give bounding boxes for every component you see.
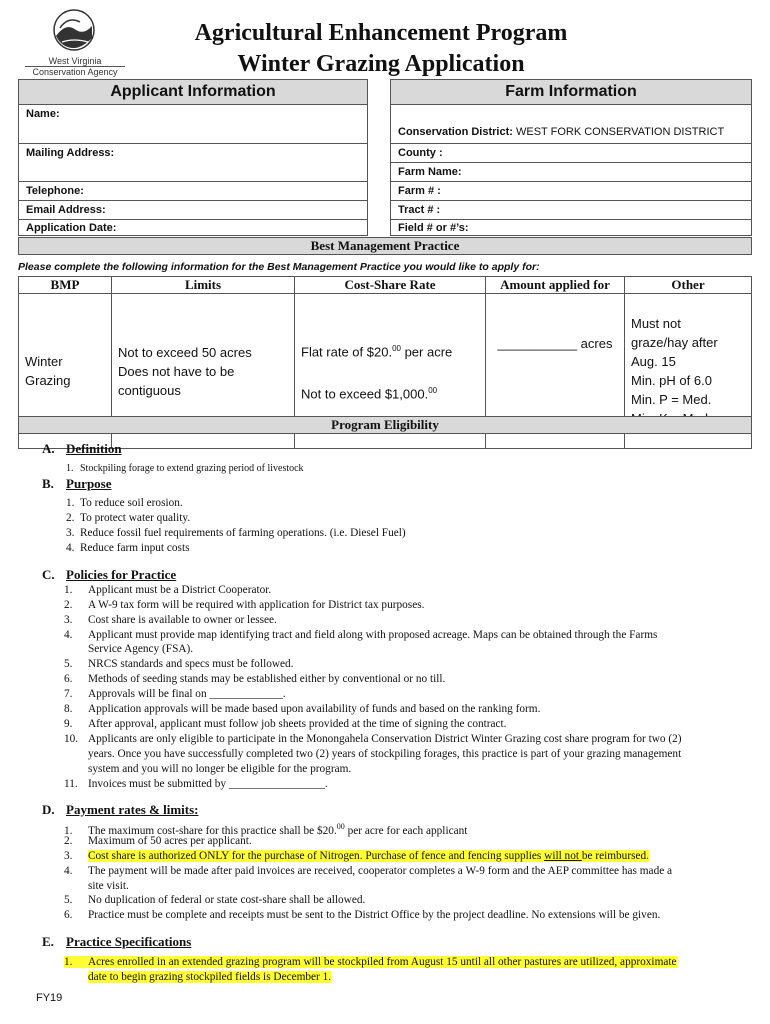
list-item-continuation: Service Agency (FSA). [88, 643, 194, 655]
applicant-info-header: Applicant Information [18, 79, 368, 105]
section-a-heading [42, 441, 122, 457]
list-item-continuation: system and you will no longer be eligible for the program. [88, 763, 352, 775]
col-other: Other [625, 277, 752, 294]
agency-name-line2: Conservation Agency [25, 66, 125, 78]
other-line: graze/hay after [631, 335, 718, 350]
section-title: Payment rates & limits: [66, 802, 199, 817]
email-field[interactable] [19, 200, 367, 219]
email-label: Email Address: [26, 204, 106, 216]
other-line: Must not [631, 316, 681, 331]
col-bmp: BMP [19, 277, 112, 294]
section-title: Purpose [66, 476, 112, 491]
section-e-heading [42, 934, 191, 950]
rate-flat-cents: 00 [392, 344, 401, 354]
list-item: 4. Reduce farm input costs [66, 542, 190, 554]
list-item: 6. Practice must be complete and receipts must be sent to the District Office by the project deadline. No extensions will be given. [64, 909, 661, 921]
other-line: Min. pH of 6.0 [631, 373, 712, 388]
list-item: 7. Approvals will be final on _____________. [64, 688, 286, 700]
list-item-continuation: years. Once you have successfully completed two (2) years of stockpiling forages, this practice is part of your grazing management [88, 748, 682, 760]
limits-line: Does not have to be [118, 363, 235, 379]
list-item: 1. Stockpiling forage to extend grazing period of livestock [66, 463, 304, 474]
telephone-label: Telephone: [26, 185, 84, 197]
name-field[interactable] [19, 105, 367, 143]
rate-flat-unit: per acre [400, 344, 453, 360]
other-line: Aug. 15 [631, 354, 676, 369]
list-item-highlighted: 1. Acres enrolled in an extended grazing program will be stockpiled from August 15 until all other pastures are utilized, approximate [64, 956, 677, 968]
col-cost-share-rate: Cost-Share Rate [295, 277, 486, 294]
list-item: 9. After approval, applicant must follow job sheets provided at the time of signing the contract. [64, 718, 507, 730]
section-letter: A. [42, 441, 55, 456]
farm-name-label: Farm Name: [398, 166, 462, 178]
tract-number-label: Tract # : [398, 204, 441, 216]
list-item: 2. A W-9 tax form will be required with application for District tax purposes. [64, 599, 425, 611]
list-item: 1. To reduce soil erosion. [66, 497, 183, 509]
eligibility-header: Program Eligibility [18, 416, 752, 434]
list-item: 8. Application approvals will be made based upon availability of funds and based on the ranking form. [64, 703, 541, 715]
application-date-label: Application Date: [26, 222, 117, 234]
other-line: Min. P = Med. [631, 392, 712, 407]
farm-number-field[interactable] [391, 181, 751, 200]
list-item: 2. To protect water quality. [66, 512, 191, 524]
agency-logo [20, 8, 130, 80]
conservation-district-value: WEST FORK CONSERVATION DISTRICT [515, 126, 725, 138]
footer-code: FY19 [36, 992, 63, 1004]
page-title: Agricultural Enhancement Program [194, 20, 568, 46]
application-date-field[interactable] [19, 219, 367, 236]
col-amount-applied: Amount applied for [486, 277, 625, 294]
conservation-district-field[interactable] [391, 105, 751, 143]
section-letter: C. [42, 567, 55, 582]
section-letter: D. [42, 802, 55, 817]
telephone-field[interactable] [19, 181, 367, 200]
col-limits: Limits [112, 277, 295, 294]
limits-line: contiguous [118, 382, 181, 398]
list-item: 5. NRCS standards and specs must be followed. [64, 658, 294, 670]
farm-name-field[interactable] [391, 162, 751, 181]
agency-name-line1: West Virginia [48, 56, 102, 66]
farm-info-header: Farm Information [390, 79, 752, 105]
section-title: Policies for Practice [66, 567, 177, 582]
limits-line: Not to exceed 50 acres [118, 344, 252, 360]
section-d-heading [42, 802, 199, 818]
mailing-address-field[interactable] [19, 143, 367, 181]
section-title: Practice Specifications [66, 934, 192, 949]
field-number-field[interactable] [391, 219, 751, 236]
list-item: 4. The payment will be made after paid invoices are received, cooperator completes a W-9 form and the AEP committee has made a [64, 865, 673, 877]
rate-max-cents: 00 [428, 385, 438, 395]
list-item: 6. Methods of seeding stands may be established either by conventional or no till. [64, 673, 446, 685]
bmp-line: Winter [25, 354, 63, 369]
rate-flat [301, 339, 479, 361]
list-item: 5. No duplication of federal or state cost-share shall be allowed. [64, 894, 366, 906]
section-letter: E. [42, 934, 54, 949]
mailing-address-label: Mailing Address: [26, 147, 115, 159]
hills-circle-logo-icon [52, 8, 96, 52]
rate-max-text: Not to exceed $1,000. [301, 385, 429, 401]
applicant-info-box [18, 104, 368, 236]
list-item: 1. The maximum cost-share for this practice shall be $20.00 per acre for each applicant [64, 822, 468, 837]
list-item-continuation: site visit. [88, 880, 129, 892]
section-title: Definition [66, 441, 122, 456]
name-label: Name: [26, 108, 60, 120]
conservation-district-label: Conservation District: [398, 126, 513, 138]
bmp-section-header: Best Management Practice [18, 237, 752, 255]
list-item: 3. Reduce fossil fuel requirements of farming operations. (i.e. Diesel Fuel) [66, 527, 406, 539]
county-field[interactable] [391, 143, 751, 162]
list-item: 10. Applicants are only eligible to participate in the Monongahela Conservation District Winter Grazing cost share program for two (2) [64, 733, 682, 745]
county-label: County : [398, 147, 443, 159]
field-number-label: Field # or #’s: [398, 222, 469, 234]
page-subtitle: Winter Grazing Application [237, 51, 525, 77]
list-item: 1. Applicant must be a District Cooperator. [64, 584, 272, 596]
list-item: 4. Applicant must provide map identifying tract and field along with proposed acreage. Maps can be obtained through the Farms [64, 629, 658, 641]
section-letter: B. [42, 476, 54, 491]
amount-applied-input[interactable]: ___________ acres [497, 336, 613, 351]
tract-number-field[interactable] [391, 200, 751, 219]
section-b-heading [42, 476, 112, 492]
rate-max [301, 381, 479, 403]
list-item-highlighted: 3. Cost share is authorized ONLY for the purchase of Nitrogen. Purchase of fence and fencing supplies will not be reimbursed. [64, 850, 649, 862]
rate-flat-text: Flat rate of $20. [301, 344, 393, 360]
list-item-continuation: date to begin grazing stockpiled fields is December 1. [88, 971, 332, 983]
bmp-line: Grazing [25, 373, 71, 388]
bmp-instruction: Please complete the following information for the Best Management Practice you would like to apply for: [18, 261, 540, 273]
list-item: 2. Maximum of 50 acres per applicant. [64, 835, 252, 847]
bmp-table-header-row [19, 277, 752, 294]
section-c-heading [42, 567, 176, 583]
farm-number-label: Farm # : [398, 185, 441, 197]
farm-info-box [390, 104, 752, 236]
list-item: 11. Invoices must be submitted by _________________. [64, 778, 328, 790]
list-item: 3. Cost share is available to owner or lessee. [64, 614, 277, 626]
